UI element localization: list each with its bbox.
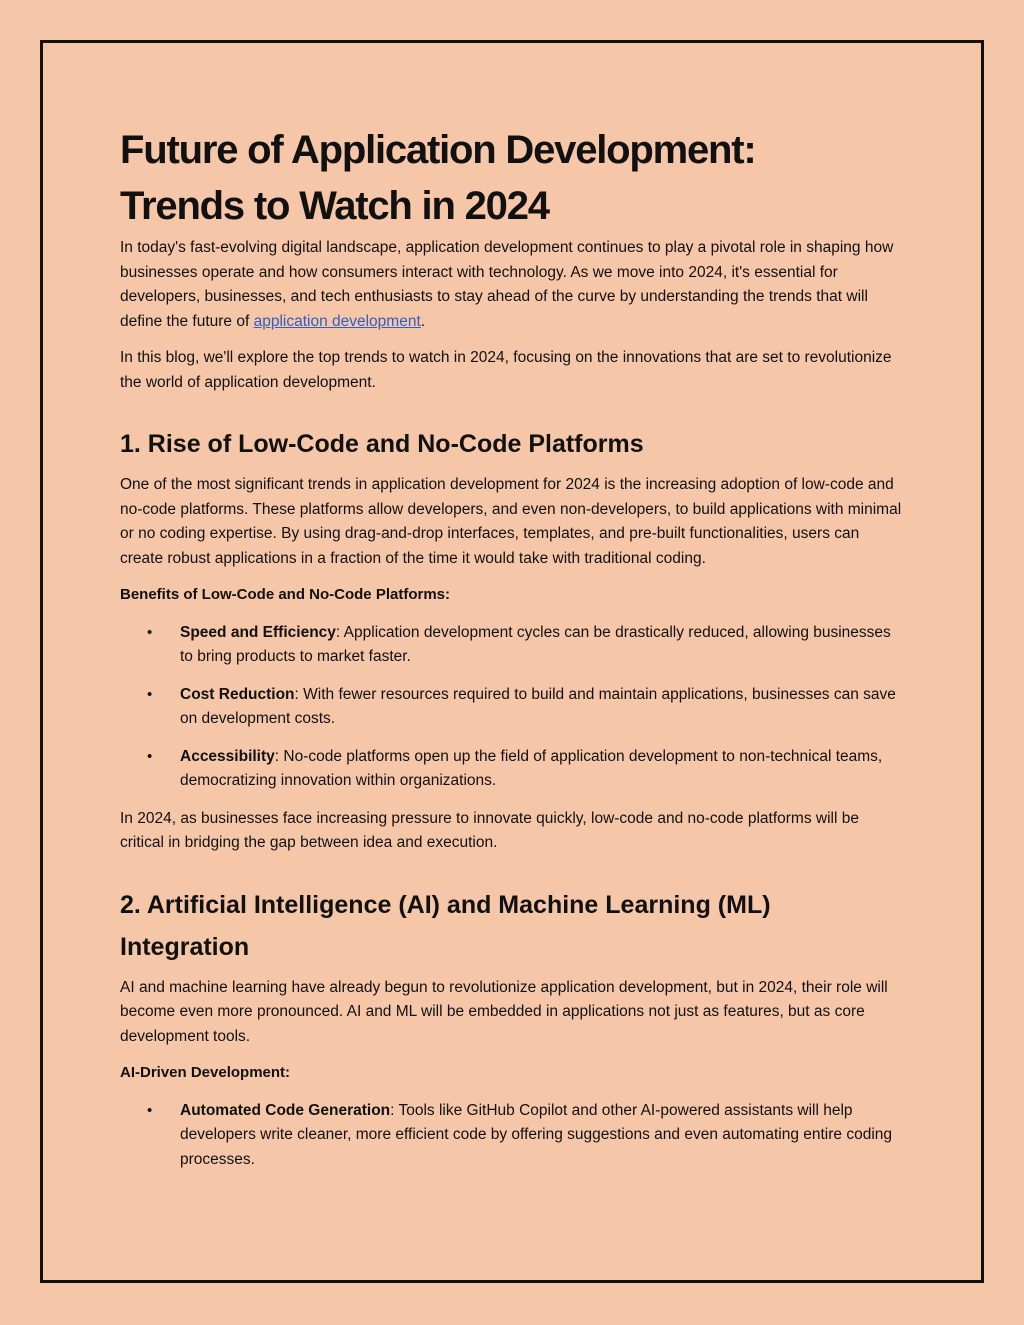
list-item-term: Automated Code Generation <box>180 1101 391 1119</box>
section-1-heading: 1. Rise of Low-Code and No-Code Platforms <box>120 430 644 458</box>
list-item-text: : Application development cycles can be drastically reduced, allowing businesses to bring products to market faster. <box>180 623 891 665</box>
section-1-paragraph: One of the most significant trends in application development for 2024 is the increasing adoption of low-code and no-code platforms. These platforms allow developers, and even non-developers, to build applications with minimal or no coding expertise. By using drag-and-drop interfaces, templates, and pre-built functionalities, users can create robust applications in a fraction of the time it would take with traditional coding. <box>120 476 902 567</box>
list-item-term: Speed and Efficiency <box>180 623 336 641</box>
section-2-bullet-list <box>120 1099 906 1173</box>
list-item <box>120 621 906 670</box>
list-item-term: Cost Reduction <box>180 685 295 703</box>
application-development-link[interactable]: application development <box>253 312 421 330</box>
intro-paragraph-2: In this blog, we'll explore the top trends to watch in 2024, focusing on the innovations that are set to revolutionize the world of application development. <box>120 349 892 391</box>
list-item-text: : No-code platforms open up the field of application development to non-technical teams, democratizing innovation within organizations. <box>180 747 883 789</box>
title-line-2: Trends to Watch in 2024 <box>120 184 549 228</box>
bullet-icon: • <box>147 685 153 703</box>
document-body <box>120 122 906 1185</box>
section-1-bullet-list <box>120 621 906 794</box>
section-2-paragraph: AI and machine learning have already begun to revolutionize application development, but in 2024, their role will become even more pronounced. AI and ML will be embedded in applications not just as features, but as core development tools. <box>120 978 888 1045</box>
section-1-closing: In 2024, as businesses face increasing pressure to innovate quickly, low-code and no-code platforms will be critical in bridging the gap between idea and execution. <box>120 809 859 851</box>
list-item <box>120 745 906 794</box>
section-2-heading: 2. Artificial Intelligence (AI) and Machine Learning (ML) Integration <box>120 890 771 961</box>
document-title <box>120 122 906 234</box>
section-2-subhead: AI-Driven Development: <box>120 1064 291 1081</box>
bullet-icon: • <box>147 747 153 765</box>
list-item-text: : With fewer resources required to build and maintain applications, businesses can save on development costs. <box>180 685 896 727</box>
list-item <box>120 683 906 732</box>
bullet-icon: • <box>147 623 153 641</box>
intro-paragraph <box>120 236 906 334</box>
intro-text: In today's fast-evolving digital landscape, application development continues to play a pivotal role in shaping how businesses operate and how consumers interact with technology. As we move into 2024, it's essential for developers, businesses, and tech enthusiasts to stay ahead of the curve by understanding the trends that will define the future of <box>120 239 894 330</box>
bullet-icon: • <box>147 1101 153 1119</box>
intro-text-end: . <box>420 312 426 330</box>
list-item-text: : Tools like GitHub Copilot and other AI-powered assistants will help developers write cleaner, more efficient code by offering suggestions and even automating entire coding processes. <box>180 1101 893 1168</box>
section-1-subhead: Benefits of Low-Code and No-Code Platforms: <box>120 586 450 603</box>
list-item-term: Accessibility <box>180 747 275 765</box>
list-item <box>120 1099 906 1173</box>
title-line-1: Future of Application Development: <box>120 128 756 172</box>
